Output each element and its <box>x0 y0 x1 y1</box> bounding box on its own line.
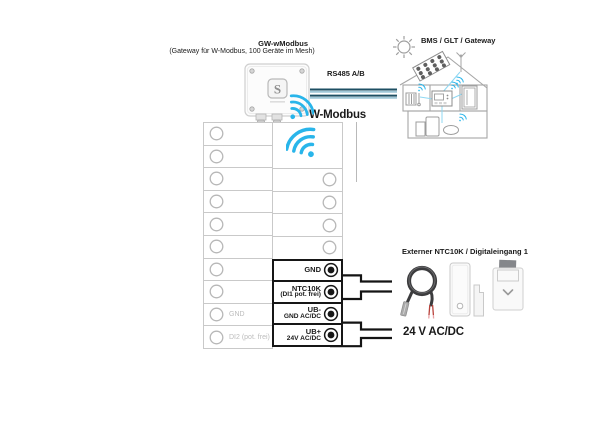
bms-panel-icon <box>432 91 452 106</box>
terminal-ntc10k: NTC10K (DI1 pot. frei) <box>272 280 343 304</box>
terminal-cell-gnd <box>203 303 273 327</box>
card-switch-image <box>493 260 523 310</box>
terminal-cell <box>272 213 343 237</box>
terminal-cell <box>272 168 343 192</box>
wifi-mark-icon <box>448 81 459 92</box>
device-title: GW-wModbus <box>258 39 308 48</box>
terminal-cell <box>203 190 273 214</box>
power-supply-label: 24 V AC/DC <box>403 326 464 338</box>
rs485-bus-label: RS485 A/B <box>327 69 365 78</box>
terminal-cell <box>203 258 273 282</box>
external-sensor-label: Externer NTC10K / Digitaleingang 1 <box>402 247 528 256</box>
gnd-muted-label: GND <box>229 311 245 319</box>
w-modbus-label: W-Modbus <box>309 109 366 121</box>
terminal-socket-icon <box>323 262 339 278</box>
antenna-icon <box>457 53 466 73</box>
cabinet-icon <box>462 86 477 109</box>
terminal-cell <box>203 280 273 304</box>
door-contact-image <box>450 263 484 316</box>
terminal-cell <box>203 235 273 259</box>
terminal-label: UB- <box>307 305 321 315</box>
terminal-cell <box>203 122 273 146</box>
terminal-cell <box>272 191 343 215</box>
terminal-ub-minus: UB- GND AC/DC <box>272 302 343 326</box>
ntc-probe-image <box>400 267 435 319</box>
terminal-cell <box>203 145 273 169</box>
terminal-cell <box>272 236 343 260</box>
radio-module-cell <box>272 122 343 169</box>
terminal-label: GND <box>304 265 321 275</box>
terminal-column-right <box>272 122 343 347</box>
terminal-column-left <box>203 122 273 349</box>
terminal-cell <box>203 212 273 236</box>
terminal-socket-icon <box>323 306 339 322</box>
logo-letter: S <box>273 81 282 97</box>
boiler-icons <box>416 117 459 136</box>
sun-icon <box>393 36 415 58</box>
terminal-cell <box>203 167 273 191</box>
terminal-cell-di2 <box>203 325 273 349</box>
terminal-ub-plus: UB+ 24V AC/DC <box>272 323 343 347</box>
rs485-lines <box>310 90 397 98</box>
wifi-icon <box>286 127 324 165</box>
radiator-icon <box>406 93 420 106</box>
building-bms-illustration <box>388 26 502 144</box>
terminal-label: NTC10K <box>291 283 321 293</box>
terminal-label: UB+ <box>305 326 321 336</box>
wifi-mark-icon <box>456 113 467 124</box>
device-subtitle: (Gateway für W-Modbus, 100 Geräte im Mesh) <box>169 48 315 55</box>
terminal-socket-icon <box>323 284 339 300</box>
di2-muted-label: DI2 (pot. frei) <box>229 333 270 341</box>
terminal-socket-icon <box>323 327 339 343</box>
solar-panel <box>413 51 450 81</box>
bms-glt-gateway-label: BMS / GLT / Gateway <box>421 36 496 45</box>
terminal-gnd <box>272 259 343 283</box>
sensor-products-image <box>398 256 528 322</box>
